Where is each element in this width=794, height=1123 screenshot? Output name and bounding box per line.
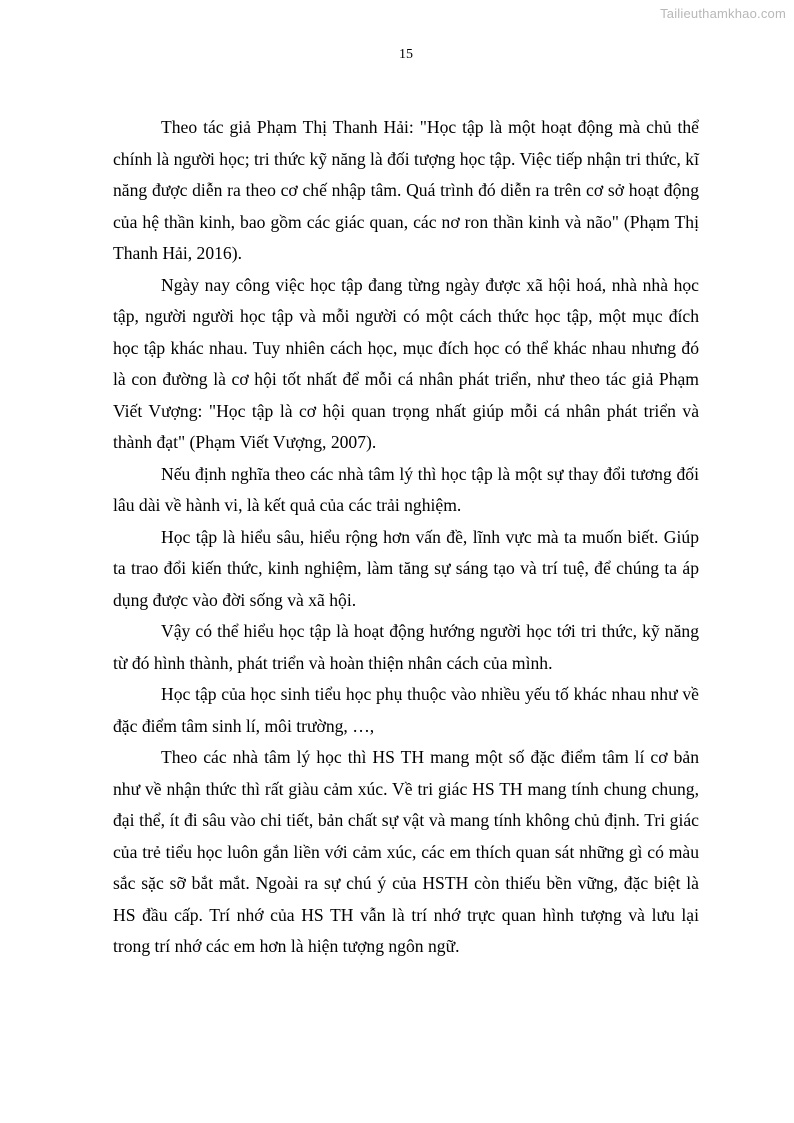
watermark-text: Tailieuthamkhao.com: [660, 6, 786, 21]
paragraph-7: Theo các nhà tâm lý học thì HS TH mang một số đặc điểm tâm lí cơ bản như về nhận thức thì rất giàu cảm xúc. Về tri giác HS TH mang tính chung chung, đại thể, ít đi sâu vào chi tiết, bản chất sự vật và mang tính không chủ định. Tri giác của trẻ tiểu học luôn gắn liền với cảm xúc, các em thích quan sát những gì có màu sắc sặc sỡ bắt mắt. Ngoài ra sự chú ý của HSTH còn thiếu bền vững, đặc biệt là HS đầu cấp. Trí nhớ của HS TH vẫn là trí nhớ trực quan hình tượng và lưu lại trong trí nhớ các em hơn là hiện tượng ngôn ngữ.: [113, 747, 699, 956]
paragraph-5: Vậy có thể hiểu học tập là hoạt động hướng người học tới tri thức, kỹ năng từ đó hình thành, phát triển và hoàn thiện nhân cách của mình.: [113, 621, 699, 673]
paragraph-4: Học tập là hiểu sâu, hiểu rộng hơn vấn đề, lĩnh vực mà ta muốn biết. Giúp ta trao đổi kiến thức, kinh nghiệm, làm tăng sự sáng tạo và trí tuệ, để chúng ta áp dụng được vào đời sống và xã hội.: [113, 526, 699, 610]
document-body: [113, 112, 699, 963]
paragraph-6: Học tập của học sinh tiểu học phụ thuộc vào nhiều yếu tố khác nhau như về đặc điểm tâm sinh lí, môi trường, …,: [113, 684, 699, 736]
paragraph-3: Nếu định nghĩa theo các nhà tâm lý thì học tập là một sự thay đổi tương đối lâu dài về hành vi, là kết quả của các trải nghiệm.: [113, 463, 699, 515]
paragraph-1: Theo tác giả Phạm Thị Thanh Hải: "Học tập là một hoạt động mà chủ thể chính là người học; tri thức kỹ năng là đối tượng học tập. Việc tiếp nhận tri thức, kĩ năng được diễn ra theo cơ chế nhập tâm. Quá trình đó diễn ra trên cơ sở hoạt động của hệ thần kinh, bao gồm các giác quan, các nơ ron thần kinh và não" (Phạm Thị Thanh Hải, 2016).: [113, 117, 699, 263]
paragraph-2: Ngày nay công việc học tập đang từng ngày được xã hội hoá, nhà nhà học tập, người người học tập và mỗi người có một cách thức học tập, một mục đích học tập khác nhau. Tuy nhiên cách học, mục đích học có thể khác nhau nhưng đó là con đường là cơ hội tốt nhất để mỗi cá nhân phát triển, như theo tác giả Phạm Viết Vượng: "Học tập là cơ hội quan trọng nhất giúp mỗi cá nhân phát triển và thành đạt" (Phạm Viết Vượng, 2007).: [113, 274, 699, 452]
page-number: 15: [399, 47, 413, 62]
